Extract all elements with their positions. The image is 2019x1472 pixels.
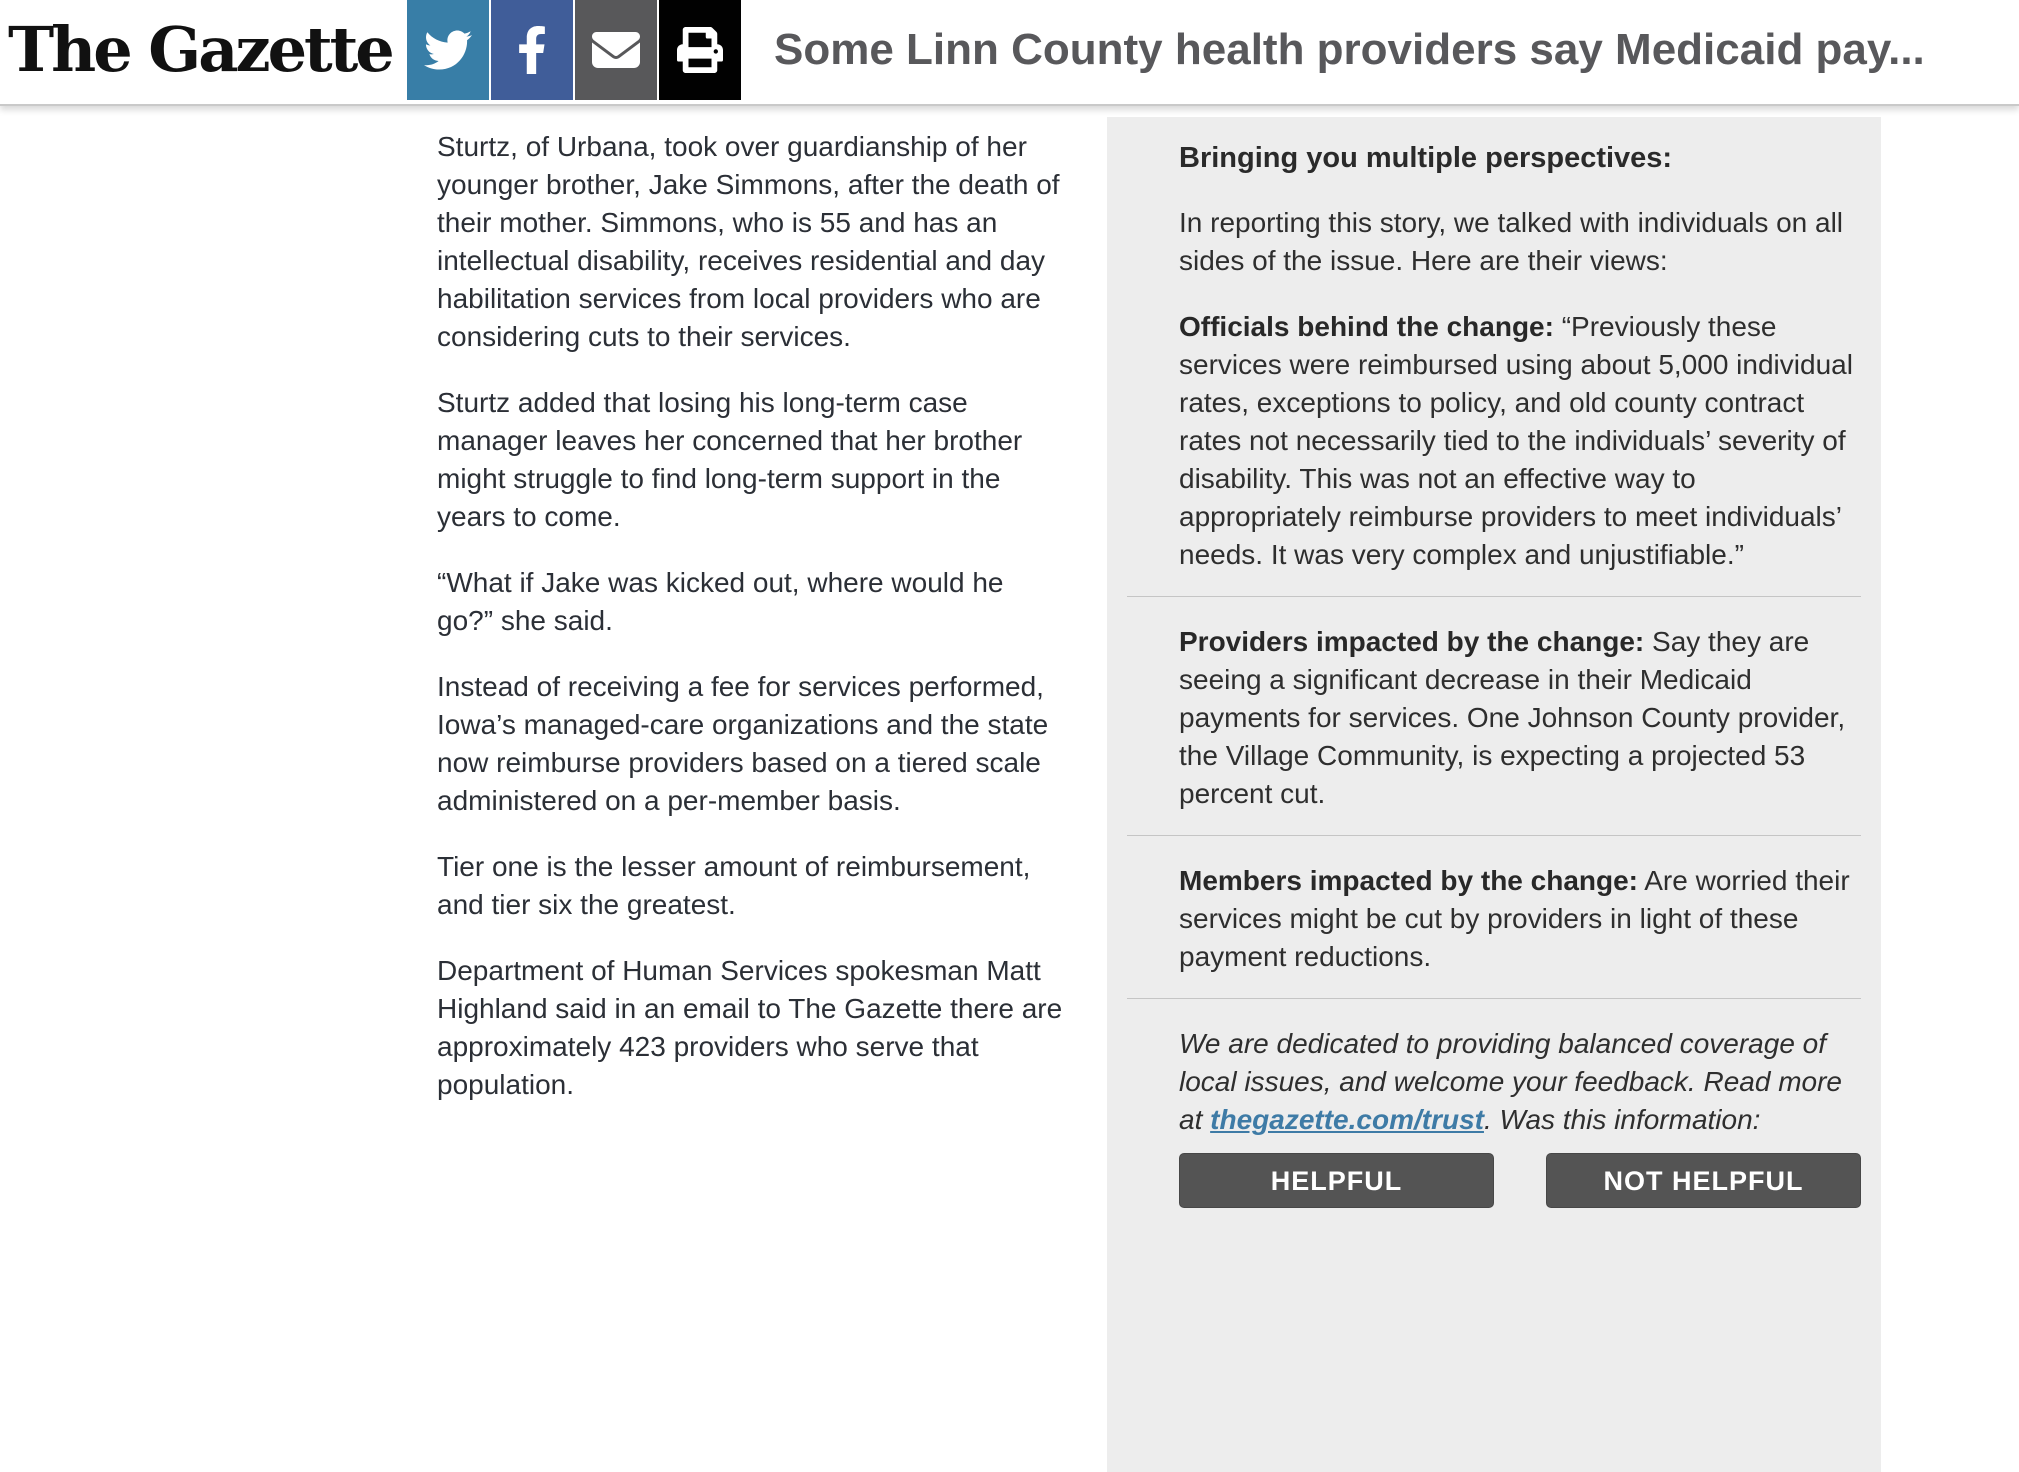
article-paragraph: Sturtz added that losing his long-term case manager leaves her concerned that her brother might struggle to find long-term support in the years to come. — [437, 387, 1023, 532]
feedback-note — [1179, 1025, 1863, 1139]
article-paragraph: Department of Human Services spokesman Matt Highland said in an email to The Gazette there are approximately 423 providers who serve that population. — [437, 955, 1063, 1100]
facebook-icon — [517, 26, 547, 74]
share-buttons — [407, 0, 741, 100]
section-label: Members impacted by the change: — [1179, 865, 1639, 896]
section-text: Say they are seeing a significant decrease in their Medicaid payments for services. One Johnson County provider, the Village Community, is expecting a projected 53 percent cut. — [1179, 626, 1846, 809]
trust-link[interactable]: thegazette.com/trust — [1210, 1104, 1484, 1135]
section-text: Are worried their services might be cut by providers in light of these payment reductions. — [1179, 865, 1850, 972]
article-title: Some Linn County health providers say Medicaid pay... — [774, 25, 1925, 74]
divider — [1127, 596, 1861, 597]
twitter-icon — [424, 26, 472, 74]
section-label: Providers impacted by the change: — [1179, 626, 1645, 657]
facebook-share-button[interactable] — [491, 0, 573, 100]
email-share-button[interactable] — [575, 0, 657, 100]
email-icon — [592, 26, 640, 74]
section-text: “Previously these services were reimbursed using about 5,000 individual rates, exceptions to policy, and old county contract rates not necessarily tied to the individuals’ severity of disability. This was not an effective way to appropriately reimburse providers to meet individuals’ needs. It was very complex and unjustifiable.” — [1179, 311, 1853, 570]
header — [0, 0, 2019, 106]
panel-heading: Bringing you multiple perspectives: — [1179, 142, 1673, 174]
print-icon — [677, 27, 723, 73]
perspective-section-officials — [1179, 308, 1863, 574]
article-paragraph: Sturtz, of Urbana, took over guardianship of her younger brother, Jake Simmons, after the death of their mother. Simmons, who is 55 and has an intellectual disability, receives residential and day habilitation services from local providers who are considering cuts to their services. — [437, 131, 1060, 352]
helpful-button[interactable]: HELPFUL — [1179, 1153, 1494, 1208]
perspectives-panel — [1107, 117, 1881, 1472]
section-label: Officials behind the change: — [1179, 311, 1554, 342]
divider — [1127, 998, 1861, 999]
article-paragraph: Tier one is the lesser amount of reimbursement, and tier six the greatest. — [437, 851, 1031, 920]
perspective-section-providers — [1179, 623, 1863, 813]
feedback-text: We are dedicated to providing balanced coverage of local issues, and welcome your feedback. Read more at — [1179, 1028, 1843, 1135]
feedback-buttons — [1179, 1153, 1863, 1208]
perspective-section-members — [1179, 862, 1863, 976]
feedback-text: . Was this information: — [1483, 1104, 1761, 1135]
twitter-share-button[interactable] — [407, 0, 489, 100]
article-paragraph: “What if Jake was kicked out, where would he go?” she said. — [437, 567, 1004, 636]
article-body — [437, 103, 1067, 1132]
divider — [1127, 835, 1861, 836]
site-logo[interactable]: The Gazette — [8, 13, 392, 86]
print-share-button[interactable] — [659, 0, 741, 100]
article-paragraph: Instead of receiving a fee for services performed, Iowa’s managed-care organizations and the state now reimburse providers based on a tiered scale administered on a per-member basis. — [437, 671, 1049, 816]
panel-intro: In reporting this story, we talked with individuals on all sides of the issue. Here are their views: — [1179, 207, 1844, 276]
not-helpful-button[interactable]: NOT HELPFUL — [1546, 1153, 1861, 1208]
